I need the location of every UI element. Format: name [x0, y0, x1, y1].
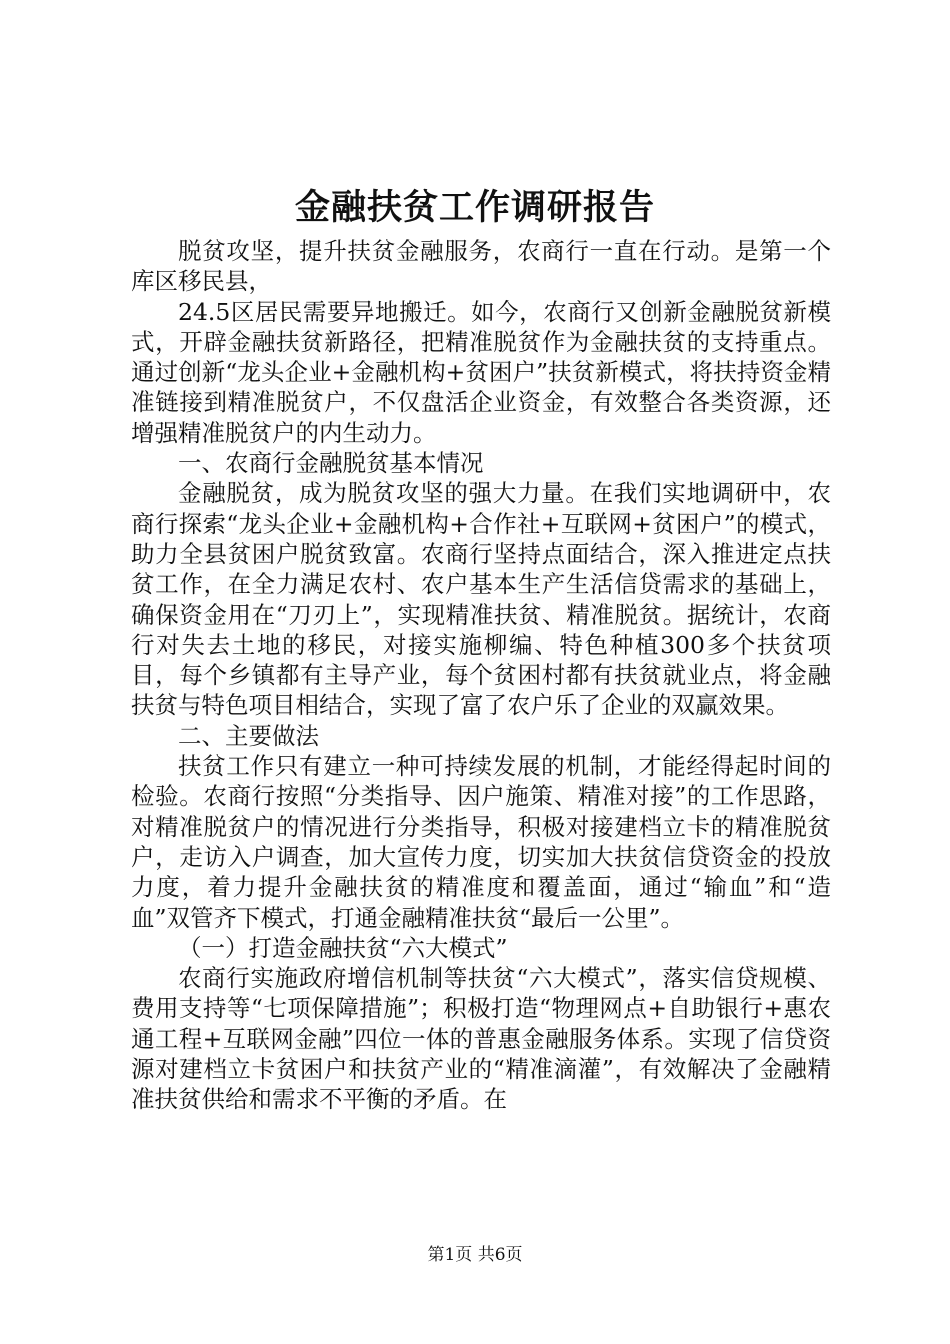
page-footer: 第1页 共6页 [427, 1245, 523, 1265]
document-body [131, 236, 831, 1115]
paragraph-basic-situation: 金融脱贫，成为脱贫攻坚的强大力量。在我们实地调研中，农商行探索“龙头企业+金融机构+合作社+互联网+贫困户”的模式，助力全县贫困户脱贫致富。农商行坚持点面结合，深入推进定点扶贫工作，在全力满足农村、农户基本生产生活信贷需求的基础上，确保资金用在“刀刃上”，实现精准扶贫、精准脱贫。据统计，农商行对失去土地的移民，对接实施柳编、特色种植300多个扶贫项目，每个乡镇都有主导产业，每个贫困村都有扶贫就业点，将金融扶贫与特色项目相结合，实现了富了农户乐了企业的双赢效果。 [131, 479, 831, 720]
paragraph-intro: 脱贫攻坚，提升扶贫金融服务，农商行一直在行动。是第一个库区移民县， [131, 237, 831, 296]
document-title: 金融扶贫工作调研报告 [294, 187, 655, 228]
paragraph-six-models: 农商行实施政府增信机制等扶贫“六大模式”，落实信贷规模、费用支持等“七项保障措施”；积极打造“物理网点+自助银行+惠农通工程+互联网金融”四位一体的普惠金融服务体系。实现了信贷资源对建档立卡贫困户和扶贫产业的“精准滴灌”，有效解决了金融精准扶贫供给和需求不平衡的矛盾。在 [131, 964, 831, 1114]
subsection-heading-1: （一）打造金融扶贫“六大模式” [178, 933, 508, 962]
paragraph-relocation: 24.5区居民需要异地搬迁。如今，农商行又创新金融脱贫新模式，开辟金融扶贫新路径，把精准脱贫作为金融扶贫的支持重点。通过创新“龙头企业+金融机构+贫困户”扶贫新模式，将扶持资金精准链接到精准脱贫户，不仅盘活企业资金，有效整合各类资源，还增强精准脱贫户的内生动力。 [131, 297, 831, 447]
section-heading-2: 二、主要做法 [178, 721, 319, 750]
paragraph-main-practices: 扶贫工作只有建立一种可持续发展的机制，才能经得起时间的检验。农商行按照“分类指导、因户施策、精准对接”的工作思路，对精准脱贫户的情况进行分类指导，积极对接建档立卡的精准脱贫户，走访入户调查，加大宣传力度，切实加大扶贫信贷资金的投放力度，着力提升金融扶贫的精准度和覆盖面，通过“输血”和“造血”双管齐下模式，打通金融精准扶贫“最后一公里”。 [131, 752, 831, 932]
section-heading-1: 一、农商行金融脱贫基本情况 [178, 449, 484, 478]
